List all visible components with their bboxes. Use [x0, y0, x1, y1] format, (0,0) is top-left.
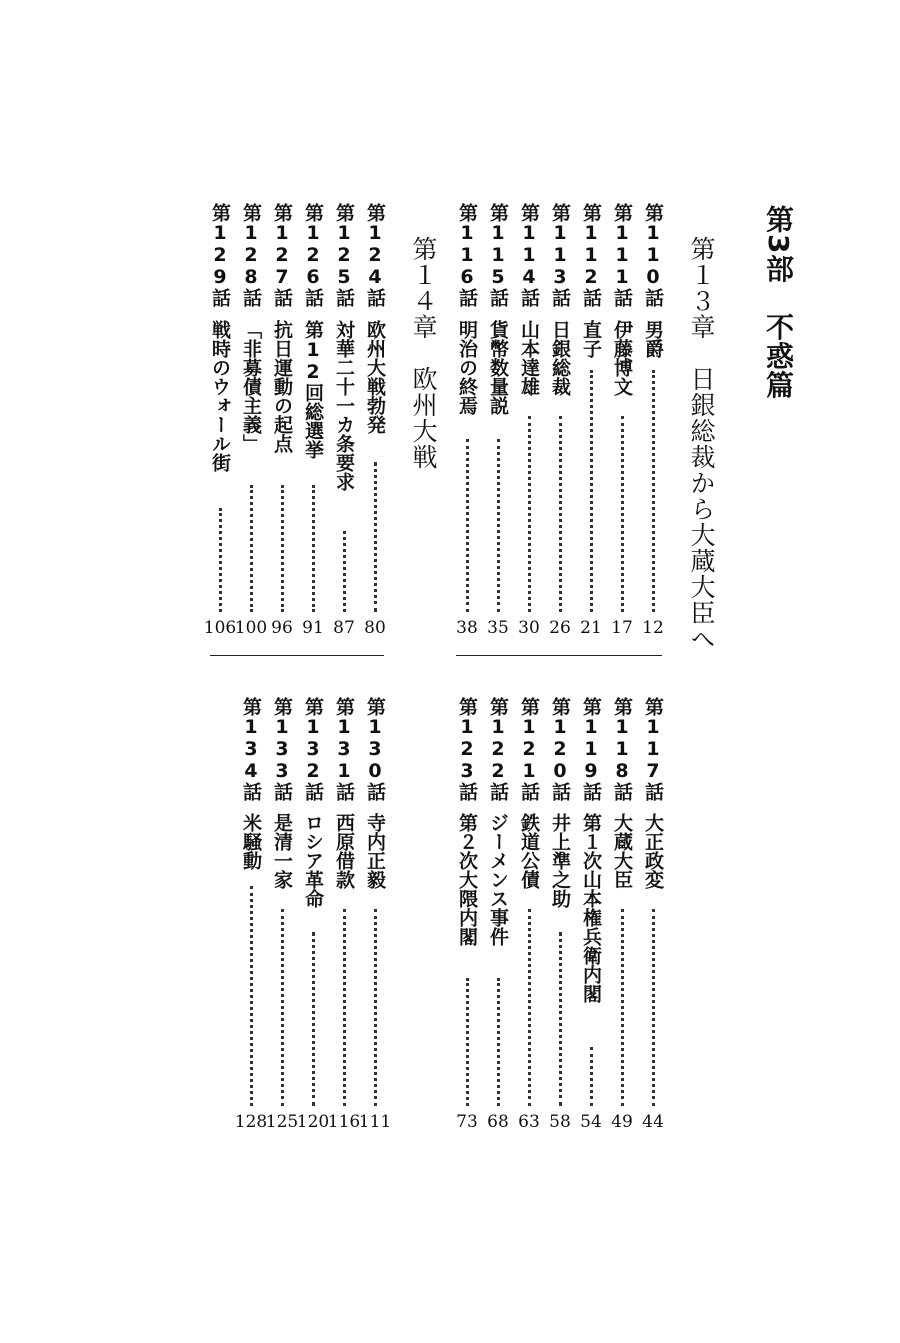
episode-number: 第113話	[549, 203, 571, 307]
chapter-13-title: 第１３章 日銀総裁から大蔵大臣へ	[687, 236, 716, 652]
episode-number: 第127話	[271, 203, 293, 307]
page-number: 17	[611, 618, 633, 638]
episode-number: 第121話	[518, 697, 540, 801]
dot-leader	[621, 416, 624, 612]
episode-title: 対華二十一カ条要求	[333, 320, 355, 491]
dot-leader	[528, 416, 531, 612]
toc-entry[interactable]	[609, 203, 635, 642]
toc-entry[interactable]	[640, 697, 666, 1136]
toc-entry[interactable]	[269, 203, 295, 642]
toc-entry[interactable]	[331, 203, 357, 642]
page-number: 116	[327, 1112, 361, 1132]
episode-number: 第122話	[487, 697, 509, 801]
episode-number: 第128話	[240, 203, 262, 307]
dot-leader	[250, 886, 253, 1106]
dot-leader	[312, 485, 315, 612]
dot-leader	[652, 370, 655, 612]
episode-number: 第120話	[549, 697, 571, 801]
toc-entry[interactable]	[296, 697, 330, 1136]
toc-entry[interactable]	[454, 203, 480, 642]
page-number: 54	[580, 1112, 602, 1132]
dot-leader	[559, 932, 562, 1106]
episode-title: 伊藤博文	[611, 320, 633, 396]
toc-entry[interactable]	[327, 697, 361, 1136]
dot-leader	[343, 909, 346, 1106]
episode-title: 直子	[580, 320, 602, 358]
page-number: 120	[296, 1112, 330, 1132]
page-number: 63	[518, 1112, 540, 1132]
toc-entry[interactable]	[203, 203, 237, 642]
toc-entry[interactable]	[547, 203, 573, 642]
page-number: 58	[549, 1112, 571, 1132]
toc-entry[interactable]	[362, 203, 388, 642]
episode-title: 井上準之助	[549, 813, 571, 908]
toc-entry[interactable]	[265, 697, 299, 1136]
toc-entry[interactable]	[578, 697, 604, 1136]
episode-number: 第132話	[302, 697, 324, 801]
chapter-14-title: 第１４章 欧州大戦	[409, 236, 438, 470]
page-number: 21	[580, 618, 602, 638]
dot-leader	[590, 370, 593, 612]
dot-leader	[621, 909, 624, 1106]
page-number: 30	[518, 618, 540, 638]
page-number: 100	[234, 618, 268, 638]
toc-entry[interactable]	[516, 203, 542, 642]
toc-entry[interactable]	[358, 697, 392, 1136]
page-number: 80	[364, 618, 386, 638]
dot-leader	[466, 439, 469, 612]
episode-title: 第12回総選挙	[302, 320, 324, 459]
episode-number: 第110話	[642, 203, 664, 307]
episode-number: 第111話	[611, 203, 633, 307]
episode-title: 戦時のウォール街	[209, 320, 231, 472]
divider-rule-right	[456, 655, 662, 656]
toc-entry[interactable]	[609, 697, 635, 1136]
page-number: 35	[487, 618, 509, 638]
episode-number: 第114話	[518, 203, 540, 307]
episode-title: 第２次大隈内閣	[456, 813, 478, 946]
episode-title: 西原借款	[333, 813, 355, 889]
toc-entry[interactable]	[516, 697, 542, 1136]
episode-number: 第130話	[364, 697, 386, 801]
dot-leader	[559, 416, 562, 612]
toc-entry[interactable]	[547, 697, 573, 1136]
episode-title: 明治の終焉	[456, 320, 478, 415]
page-number: 111	[358, 1112, 392, 1132]
episode-number: 第129話	[209, 203, 231, 307]
toc-entry[interactable]	[578, 203, 604, 642]
toc-entry[interactable]	[640, 203, 666, 642]
episode-title: 「非募債主義」	[240, 320, 262, 453]
episode-title: 大蔵大臣	[611, 813, 633, 889]
episode-title: 米騒動	[240, 813, 262, 870]
dot-leader	[590, 1047, 593, 1106]
dot-leader	[528, 909, 531, 1106]
episode-number: 第125話	[333, 203, 355, 307]
episode-number: 第117話	[642, 697, 664, 801]
dot-leader	[250, 485, 253, 612]
episode-title: 山本達雄	[518, 320, 540, 396]
dot-leader	[497, 978, 500, 1106]
episode-title: 第１次山本権兵衛内閣	[580, 813, 602, 1003]
dot-leader	[374, 909, 377, 1106]
page-number: 49	[611, 1112, 633, 1132]
toc-entry[interactable]	[300, 203, 326, 642]
episode-number: 第116話	[456, 203, 478, 307]
episode-number: 第134話	[240, 697, 262, 801]
part-title: 第3部 不惑篇	[762, 205, 795, 400]
toc-entry[interactable]	[234, 203, 268, 642]
page-number: 125	[265, 1112, 299, 1132]
dot-leader	[219, 508, 222, 612]
toc-entry[interactable]	[485, 203, 511, 642]
episode-number: 第119話	[580, 697, 602, 801]
page-number: 73	[456, 1112, 478, 1132]
episode-number: 第112話	[580, 203, 602, 307]
page-number: 12	[642, 618, 664, 638]
page-number: 44	[642, 1112, 664, 1132]
episode-title: 日銀総裁	[549, 320, 571, 396]
dot-leader	[281, 909, 284, 1106]
toc-entry[interactable]	[234, 697, 268, 1136]
episode-number: 第126話	[302, 203, 324, 307]
episode-title: 欧州大戦勃発	[364, 320, 386, 434]
dot-leader	[652, 909, 655, 1106]
toc-entry[interactable]	[485, 697, 511, 1136]
episode-number: 第124話	[364, 203, 386, 307]
page-number: 26	[549, 618, 571, 638]
episode-title: 寺内正毅	[364, 813, 386, 889]
dot-leader	[343, 531, 346, 612]
page-number: 128	[234, 1112, 268, 1132]
episode-title: 鉄道公債	[518, 813, 540, 889]
episode-title: ジーメンス事件	[487, 813, 509, 946]
toc-entry[interactable]	[454, 697, 480, 1136]
divider-rule-left	[210, 655, 384, 656]
dot-leader	[312, 932, 315, 1106]
episode-title: 貨幣数量説	[487, 320, 509, 415]
episode-number: 第118話	[611, 697, 633, 801]
page-number: 106	[203, 618, 237, 638]
page-number: 91	[302, 618, 324, 638]
episode-number: 第131話	[333, 697, 355, 801]
episode-number: 第115話	[487, 203, 509, 307]
page-number: 38	[456, 618, 478, 638]
episode-title: 男爵	[642, 320, 664, 358]
page-number: 68	[487, 1112, 509, 1132]
episode-title: 抗日運動の起点	[271, 320, 293, 453]
dot-leader	[281, 485, 284, 612]
dot-leader	[466, 978, 469, 1106]
dot-leader	[497, 439, 500, 612]
episode-title: ロシア革命	[302, 813, 324, 908]
episode-title: 是清一家	[271, 813, 293, 889]
episode-number: 第123話	[456, 697, 478, 801]
episode-number: 第133話	[271, 697, 293, 801]
page-number: 87	[333, 618, 355, 638]
page-number: 96	[271, 618, 293, 638]
dot-leader	[374, 462, 377, 612]
episode-title: 大正政変	[642, 813, 664, 889]
